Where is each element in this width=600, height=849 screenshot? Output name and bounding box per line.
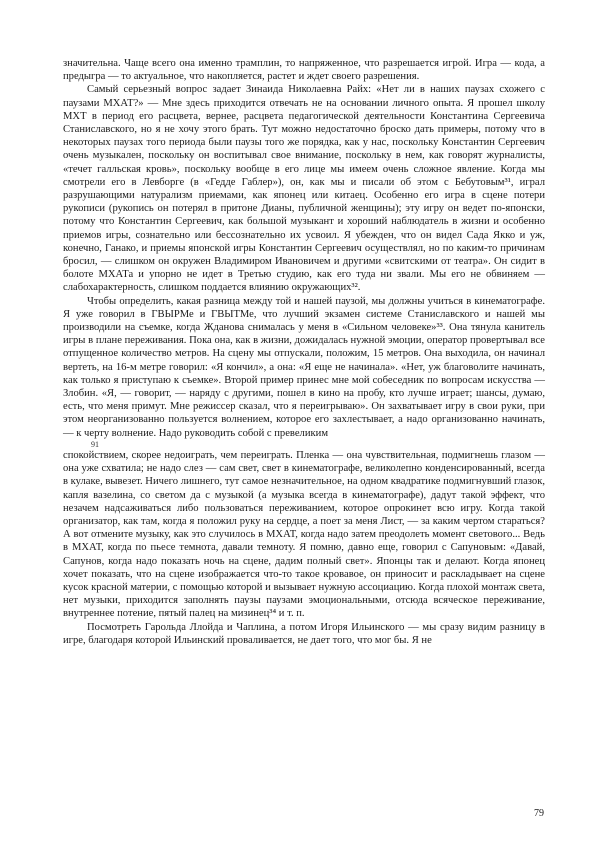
paragraph-5: Посмотреть Гарольда Ллойда и Чаплина, а потом Игоря Ильинского — мы сразу видим разницу в игре, благодаря которой Ильинский проваливается, не дает того, что мог бы. Я не <box>63 621 545 646</box>
page-number: 79 <box>534 808 544 819</box>
paragraph-3: Чтобы определить, какая разница между той и нашей паузой, мы должны учиться в кинематографе. Я уже говорил в ГВЫРМе и ГВЫТМе, что лучший экзамен системе Станиславского и нашей мы производили на съемке, когда Жданова снималась у меня в «Сильном человеке»³³. Она тянула канитель игры в плане переживания. Пока она, как в жизни, дожидалась нужной эмоции, оператор провертывал все отпущенное количество метров. На сцену мы отпускали, положим, 15 метров. Она выходила, он начинал вертеть, на 16-м метре говорил: «Я кончил», а она: «Я еще не начинала». «Нет, уж благоволите начинать, как только я приступаю к съемке». Второй пример принес мне мой собеседник по вопросам искусства — Злобин. «Я, — говорит, — наряду с другими, пошел в кино на пробу, кто лучше играет; шансы, думаю, есть, что меня примут. Мне режиссер сказал, что я переигрываю». Он захватывает игру в свои руки, при этом неорганизованно пользуется волнением, которое его захлестывает, а надо организованно начинать, — к черту волнение. Надо руководить собой с превеликим <box>63 295 545 439</box>
paragraph-4: спокойствием, скорее недоиграть, чем переиграть. Пленка — она чувствительная, подмигнешь глазом — она уже схватила; не надо слез — сам свет, свет в кинематографе, великолепно конденсированный, всегда в кулаке, вывезет. Ничего лишнего, тут самое незначительное, на одном квадратике подмигнувший глазок, капля вазелина, со светом да с музыкой (а музыка всегда в кинематографе), дадут такой эффект, что незачем надсаживаться либо пользоваться переживанием, которое опрокинет всю игру. Когда такой организатор, как там, когда я положил руку на сердце, а поет за меня Лист, — за каким чертом стараться? А вот отмените музыку, как это случилось в МХАТ, когда надо затем преодолеть момент светового... Ведь в МХАТ, когда по пьесе темнота, давали темноту. Я помню, давно еще, говорил с Сапуновым: «Давай, Сапунов, когда надо показать ночь на сцене, дадим полный свет». Японцы так и делают. Когда японец хочет показать, что на сцене изображается что-то такое кровавое, он приносит и раскладывает на сцене кусок красной материи, с помощью которой и вызывает нужную ассоциацию. Когда плохой монтаж света, нет музыки, приходится заполнять паузы паузами эмоциональными, отсюда всяческое переживание, внутреннее потение, пятый палец на мизинец³⁴ и т. п. <box>63 449 545 620</box>
body-text <box>63 57 545 647</box>
paragraph-2: Самый серьезный вопрос задает Зинаида Николаевна Райх: «Нет ли в наших паузах схожего с паузами МХАТ?» — Мне здесь приходится отвечать не на основании личного опыта. Я прошел школу МХТ в период его расцвета, вернее, расцвета педагогической деятельности Константина Сергеевича Станиславского, но я не хочу этого брать. Тут можно недостаточно броско дать примеры, потому что в некоторых паузах того периода были паузы того же порядка, как у нас, поскольку Константин Сергеевич очень музыкален, поскольку он воспитывал свое внимание, поскольку в нем, как говорят журналисты, «течет галльская кровь», поскольку вообще в его лице мы имеем очень сложное явление. Когда мы смотрели его в Левборге (в «Гедде Габлер»), он, как мы и писали об этом с Бебутовым³¹, играл разрушающими натурализм приемами, как японец или китаец. Особенно его игра в сцене потери рукописи (рукопись он потерял в притоне Дианы, публичной женщины); эту игру он ведет по-японски, потому что Константин Сергеевич, как большой музыкант и хороший наблюдатель в жизни и особенно приемов игры, сознательно или бессознательно их усвоил. Я убежден, что он видел Сада Якко и уж, конечно, Ганако, и приемы японской игры Константин Сергеевич осуществлял, но по каким-то причинам бросил, — слишком он окружен Владимиром Ивановичем и другими «свитскими от театра». Он сидит в болоте МХАТа и упорно не идет в Третью студию, как его туда ни звали. Мы его не обвиняем — слабохарактерность, слишком поддается влиянию окружающих³². <box>63 84 545 294</box>
paragraph-1: значительна. Чаще всего она именно трамплин, то напряженное, что разрешается игрой. Игра — кода, а предыгра — то актуальное, что накопляется, растет и ждет своего разрешения. <box>63 58 545 83</box>
inline-page-marker: 91 <box>91 439 99 449</box>
